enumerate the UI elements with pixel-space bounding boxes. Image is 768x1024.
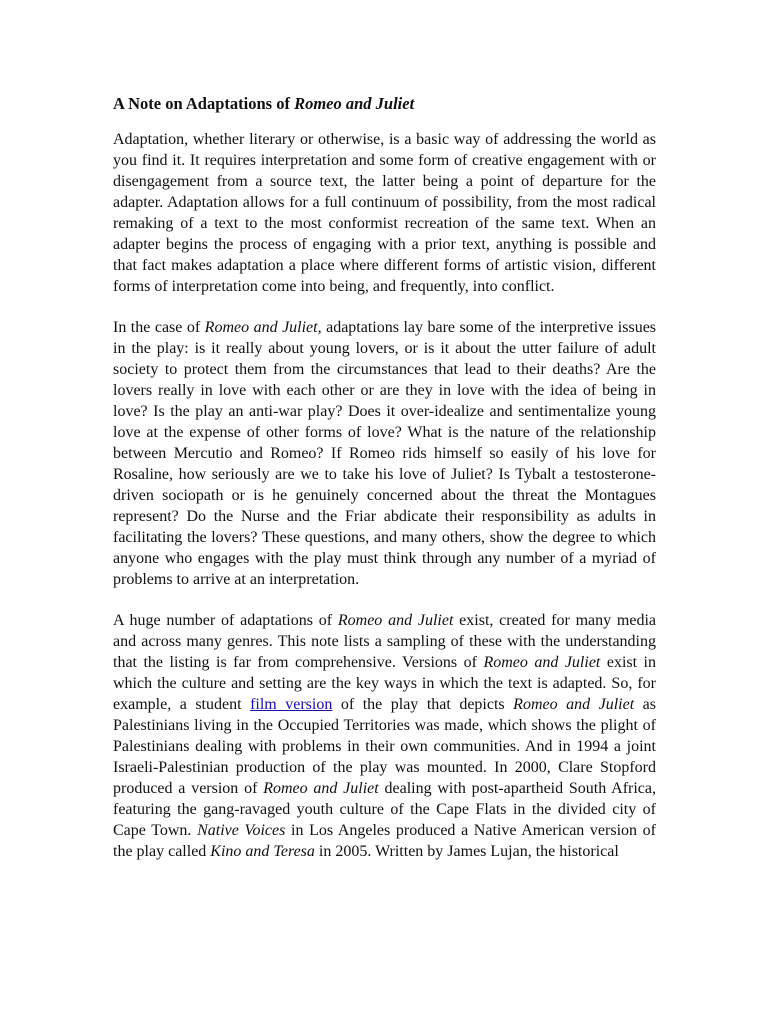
paragraph-text: in 2005. Written by James Lujan, the historical [314, 843, 619, 860]
paragraph-text: Adaptation, whether literary or otherwise, is a basic way of addressing the world as you find it. It requires interpretation and some form of creative engagement with or disengagement from a source text, the latter being a point of departure for the adapter. Adaptation allows for a full continuum of possibility, from the most radical remaking of a text to the most conformist recreation of the same text. When an adapter begins the process of engaging with a prior text, anything is possible and that fact makes adaptation a place where different forms of artistic vision, different forms of interpretation come into being, and frequently, into conflict. [113, 131, 656, 295]
document-title [113, 93, 656, 114]
italic-title: Romeo and Juliet [513, 696, 635, 713]
document-body [113, 93, 656, 882]
paragraph-text: , adaptations lay bare some of the interpretive issues in the play: is it really about young lovers, or is it about the utter failure of adult society to protect them from the circumstances that lead to their deaths? Are the lovers really in love with each other or are they in love with the idea of being in love? Is the play an anti-war play? Does it over-idealize and sentimentalize young love at the expense of other forms of love? What is the nature of the relationship between Mercutio and Romeo? If Romeo rids himself so easily of his love for Rosaline, how seriously are we to take his love of Juliet? Is Tybalt a testosterone-driven sociopath or is he genuinely concerned about the threat the Montagues represent? Do the Nurse and the Friar abdicate their responsibility as adults in facilitating the lovers? These questions, and many others, show the degree to which anyone who engages with the play must think through any number of a myriad of problems to arrive at an interpretation. [113, 319, 657, 588]
paragraph-text: exist, created for many media and across many genres. This note lists a sampling of these with the understanding that the listing is far from comprehensive. Versions of [113, 612, 656, 671]
paragraph-text: exist in which the culture and setting are the key ways in which the text is adapted. So, for example, a student [113, 654, 657, 713]
title-italic: Romeo and Juliet [294, 94, 415, 113]
italic-title: Romeo and Juliet [337, 612, 454, 629]
italic-title: Romeo and Juliet [204, 319, 318, 336]
paragraph-2 [113, 317, 656, 590]
paragraph-text: as Palestinians living in the Occupied Territories was made, which shows the plight of Palestinians dealing with problems in their own communities. And in 1994 a joint Israeli-Palestinian production of the play was mounted. In 2000, Clare Stopford produced a version of [113, 696, 657, 797]
paragraph-3 [113, 610, 656, 862]
film-version-link[interactable]: film version [250, 696, 333, 713]
paragraph-text: dealing with post-apartheid South Africa, featuring the gang-ravaged youth culture of the Cape Flats in the divided city of Cape Town. [113, 780, 657, 839]
title-prefix: A Note on Adaptations of [113, 94, 295, 113]
paragraph-text: A huge number of adaptations of [113, 612, 338, 629]
paragraph-text: of the play that depicts [332, 696, 514, 713]
paragraph-text: in Los Angeles produced a Native American version of the play called [113, 822, 656, 860]
italic-title: Kino and Teresa [210, 843, 315, 860]
paragraph-1 [113, 129, 656, 297]
italic-title: Romeo and Juliet [263, 780, 379, 797]
italic-title: Romeo and Juliet [483, 654, 601, 671]
paragraph-text: In the case of [113, 319, 205, 336]
italic-title: Native Voices [197, 822, 286, 839]
